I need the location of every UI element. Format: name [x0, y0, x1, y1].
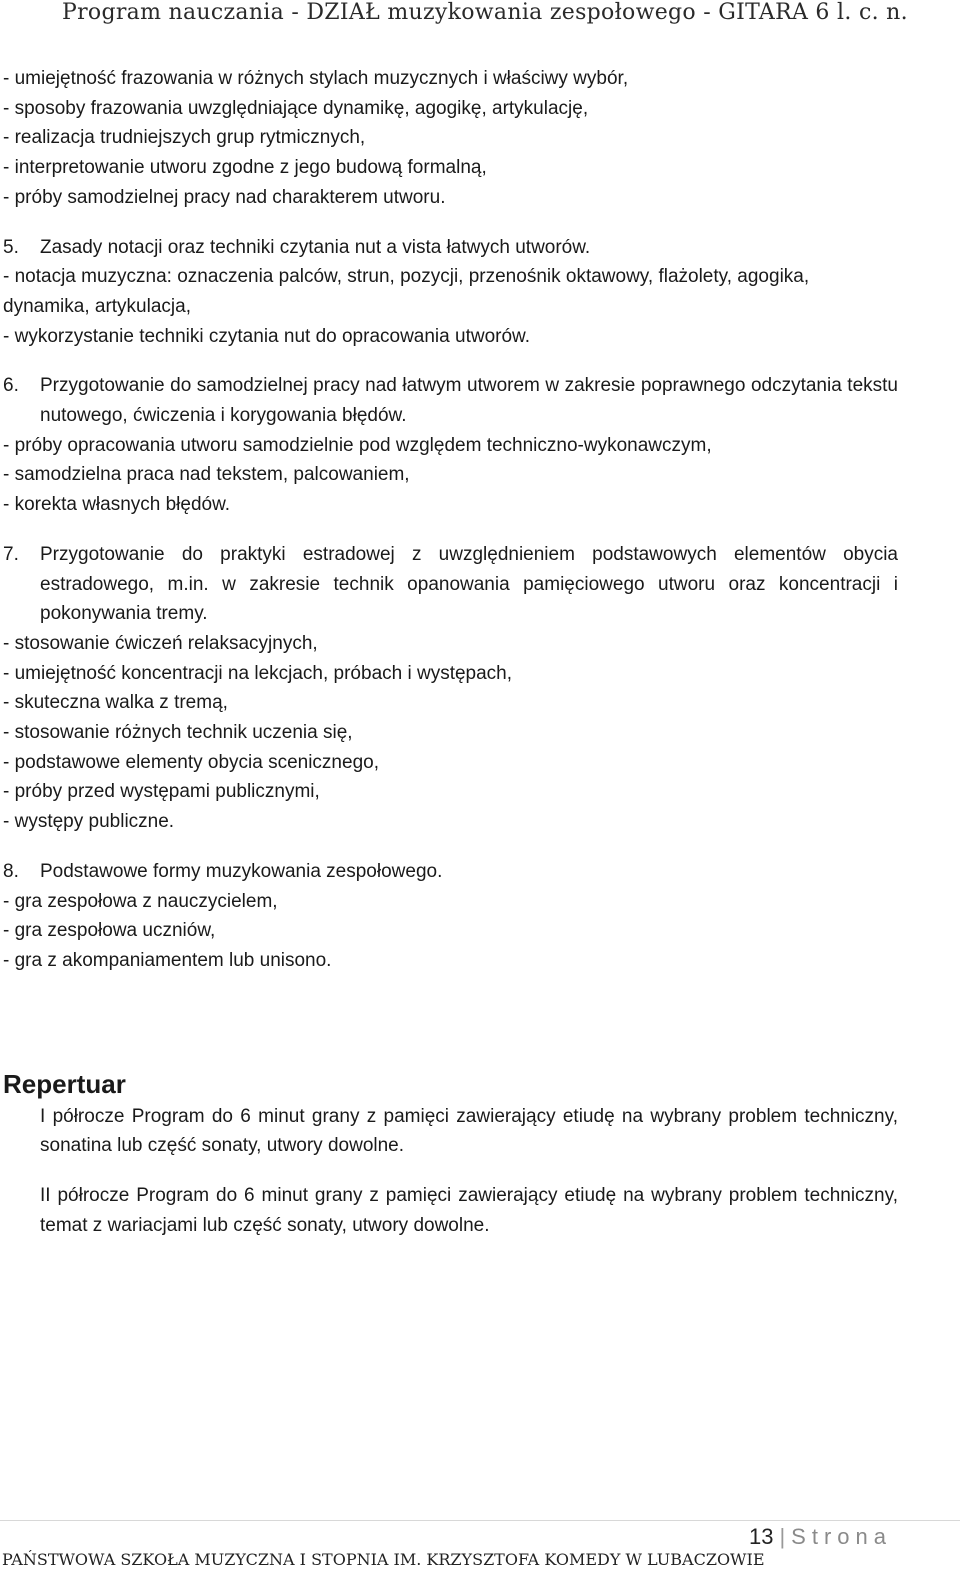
list-item: - wykorzystanie techniki czytania nut do opracowania utworów. — [3, 325, 530, 347]
section-title: Przygotowanie do samodzielnej pracy nad łatwym utworem w zakresie poprawnego odczytania tekstu nutowego, ćwiczenia i korygowania błędów. — [40, 375, 898, 427]
list-item: - gra zespołowa uczniów, — [3, 920, 216, 942]
section-7 — [3, 540, 898, 837]
section-number: 7. — [3, 543, 19, 565]
list-item: - występy publiczne. — [3, 811, 175, 833]
list-item: - podstawowe elementy obycia scenicznego, — [3, 751, 379, 773]
list-item: - sposoby frazowania uwzględniające dynamikę, agogikę, artykulację, — [3, 97, 589, 119]
section-title: Zasady notacji oraz techniki czytania nut a vista łatwych utworów. — [40, 236, 591, 258]
footer-divider — [0, 1520, 960, 1521]
section-title: Podstawowe formy muzykowania zespołowego. — [40, 860, 443, 882]
section-heading — [3, 371, 898, 430]
list-item: - realizacja trudniejszych grup rytmicznych, — [3, 127, 366, 149]
section-8 — [3, 857, 898, 976]
list-item: - gra z akompaniamentem lub unisono. — [3, 949, 332, 971]
section-heading — [3, 233, 898, 263]
list-item: - samodzielna praca nad tekstem, palcowaniem, — [3, 464, 410, 486]
list-item: - próby opracowania utworu samodzielnie pod względem techniczno-wykonawczym, — [3, 434, 712, 456]
section-heading — [3, 540, 898, 629]
repertoire-paragraph: I półrocze Program do 6 minut grany z pamięci zawierający etiudę na wybrany problem techniczny, sonatina lub część sonaty, utwory dowolne. — [40, 1105, 898, 1157]
section-heading — [3, 857, 898, 887]
section-6 — [3, 371, 898, 520]
page-number-value: 13 — [748, 1524, 774, 1549]
list-item: - skuteczna walka z tremą, — [3, 692, 228, 714]
list-item: - stosowanie różnych technik uczenia się, — [3, 722, 353, 744]
list-item: - notacja muzyczna: oznaczenia palców, strun, pozycji, przenośnik oktawowy, flażolety, agogika, dynamika, artykulacja, — [3, 266, 810, 317]
list-item: - interpretowanie utworu zgodne z jego budową formalną, — [3, 157, 487, 179]
list-item: - umiejętność koncentracji na lekcjach, próbach i występach, — [3, 662, 513, 684]
section-5 — [3, 233, 898, 352]
repertoire-section — [3, 1066, 898, 1241]
list-item: - próby samodzielnej pracy nad charakterem utworu. — [3, 186, 446, 208]
intro-list — [3, 64, 898, 213]
document-body — [3, 64, 898, 1241]
page-footer: PAŃSTWOWA SZKOŁA MUZYCZNA I STOPNIA IM. KRZYSZTOFA KOMEDY W LUBACZOWIE — [2, 1550, 765, 1569]
page-number-separator: | — [779, 1524, 786, 1549]
section-number: 8. — [3, 860, 19, 882]
list-item: - próby przed występami publicznymi, — [3, 781, 320, 803]
section-number: 5. — [3, 236, 19, 258]
page-header: Program nauczania - DZIAŁ muzykowania zespołowego - GITARA 6 l. c. n. — [62, 0, 908, 25]
page-number — [749, 1524, 892, 1550]
page-number-label: Strona — [791, 1524, 892, 1549]
section-number: 6. — [3, 375, 19, 397]
list-item: - stosowanie ćwiczeń relaksacyjnych, — [3, 632, 318, 654]
repertoire-paragraph: II półrocze Program do 6 minut grany z pamięci zawierający etiudę na wybrany problem techniczny, temat z wariacjami lub część sonaty, utwory dowolne. — [40, 1185, 898, 1236]
list-item: - gra zespołowa z nauczycielem, — [3, 890, 278, 912]
list-item: - umiejętność frazowania w różnych stylach muzycznych i właściwy wybór, — [3, 68, 629, 89]
section-title: Przygotowanie do praktyki estradowej z uwzględnieniem podstawowych elementów obycia estradowego, m.in. w zakresie technik opanowania pamięciowego utworu oraz koncentracji i pokonywania tremy. — [40, 543, 898, 625]
list-item: - korekta własnych błędów. — [3, 494, 231, 516]
repertoire-title: Repertuar — [3, 1068, 126, 1099]
